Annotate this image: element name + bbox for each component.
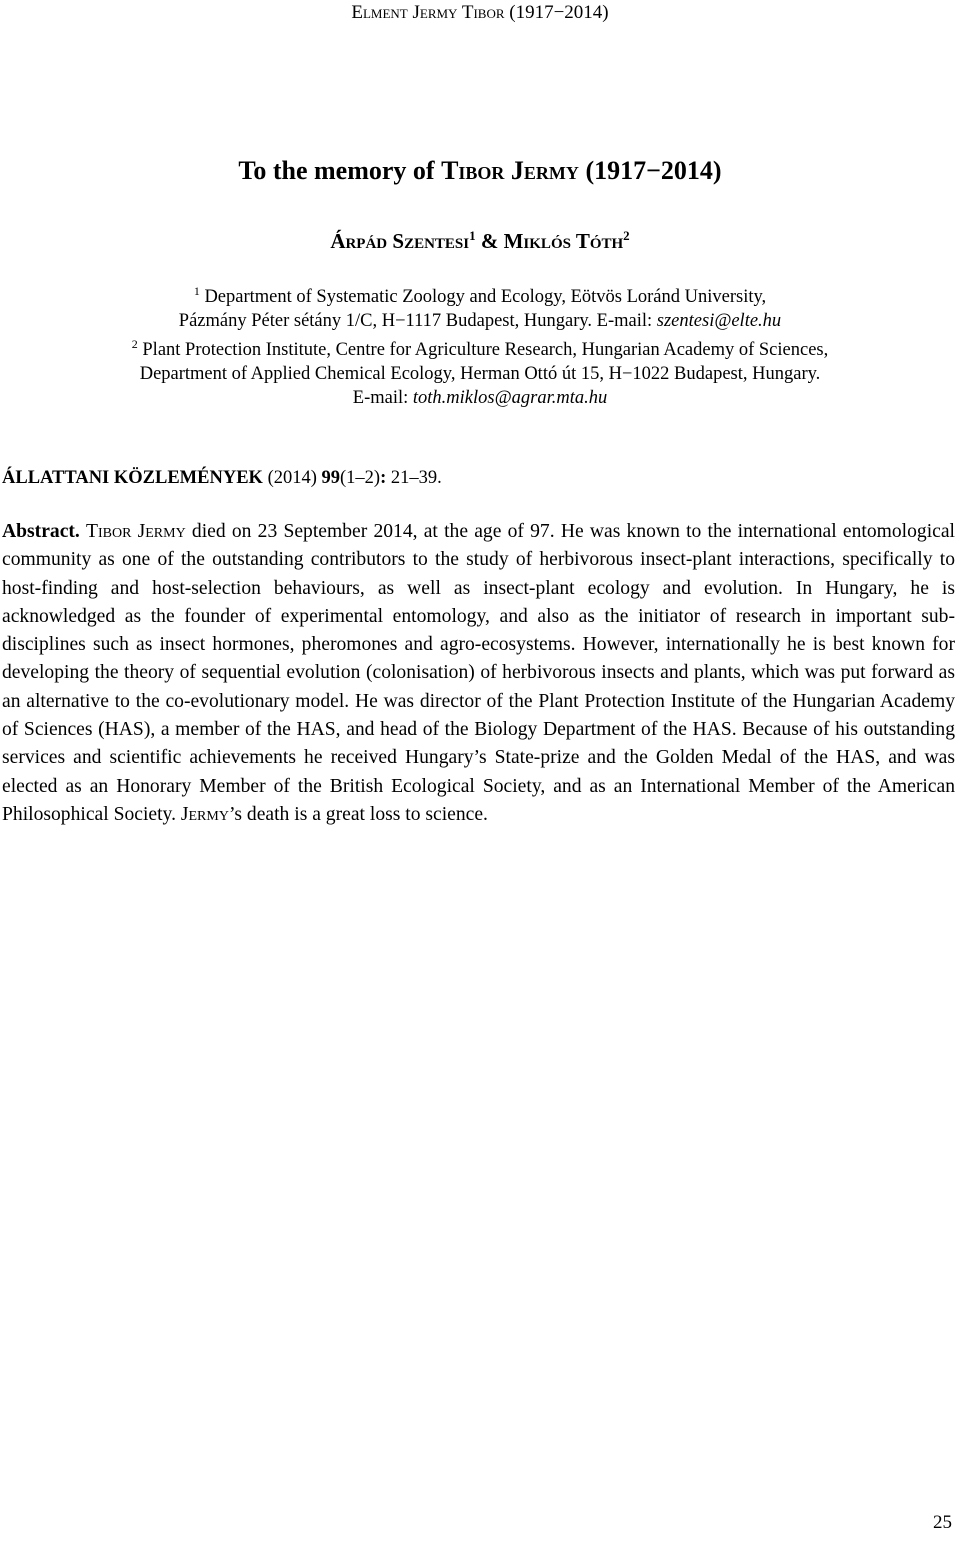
abstract-name-1: Tibor Jermy bbox=[86, 521, 186, 542]
author-separator: & bbox=[475, 229, 504, 253]
journal-name: ÁLLATTANI KÖZLEMÉNYEK bbox=[2, 468, 263, 488]
abstract-label: Abstract. bbox=[2, 521, 80, 542]
journal-citation bbox=[2, 466, 952, 490]
citation-volume: 99 bbox=[321, 468, 341, 488]
citation-colon: : bbox=[380, 468, 387, 488]
affiliation-1-line-1: $^1$ Department of Systematic Zoology and Ecology, Eötvös Loránd University, bbox=[193, 284, 767, 308]
title-name: Tibor Jermy bbox=[441, 156, 579, 185]
title-dates: (1917−2014) bbox=[578, 156, 722, 185]
page-number: 25 bbox=[933, 1512, 952, 1533]
article-title bbox=[0, 155, 960, 187]
affiliation-1-mark: 1 bbox=[193, 284, 200, 298]
abstract-text-2: ’s death is a great loss to science. bbox=[228, 803, 488, 825]
author-2-affiliation-mark: 2 bbox=[623, 228, 630, 243]
citation-year: (2014) bbox=[262, 468, 322, 488]
affiliation-2-line-3: E-mail: toth.miklos@agrar.mta.hu bbox=[352, 387, 608, 408]
citation-issue: (1–2) bbox=[340, 468, 381, 488]
affiliation-2-line-1: $^2$ Plant Protection Institute, Centre for Agriculture Research, Hungarian Academy of Sciences, bbox=[131, 337, 829, 361]
abstract-text-1: died on 23 September 2014, at the age of 97. He was known to the international entomological community as one of the outstanding contributors to the study of herbivorous insect-plant interactions, specifically to host-finding and host-selection behaviours, as well as insect-plant ecology and evolution. In Hungary, he is acknowledged as the founder of experimental entomology, and also as the initiator of research in important sub-disciplines such as insect hormones, pheromones and agro-ecosystems. However, internationally he is best known for developing the theory of sequential evolution (colonisation) of herbivorous insects and plants, which was put forward as an alternative to the co-evolutionary model. He was director of the Plant Protection Institute of the Hungarian Academy of Sciences (HAS), a member of the HAS, and head of the Biology Department of the HAS. Because of his outstanding services and scientific achievements he received Hungary’s State-prize and the Golden Medal of the HAS, and was elected as an Honorary Member of the British Ecological Society, and as an International Member of the American Philosophical Society. bbox=[2, 521, 955, 825]
author-1-affiliation-mark: 1 bbox=[469, 228, 476, 243]
affiliation-2-mark: 2 bbox=[131, 337, 138, 352]
abstract-name-2: Jermy bbox=[180, 803, 229, 825]
running-head-name: Elment Jermy Tibor bbox=[351, 2, 505, 23]
affiliations bbox=[20, 280, 940, 410]
running-head-dates: (1917−2014) bbox=[504, 2, 609, 23]
affiliation-2-line-2: Department of Applied Chemical Ecology, Herman Ottó út 15, H−1022 Budapest, Hungary. bbox=[139, 364, 821, 385]
author-1: Árpád Szentesi bbox=[330, 229, 470, 253]
citation-pages: 21–39. bbox=[386, 468, 442, 488]
email-link-szentesi[interactable]: szentesi@elte.hu bbox=[656, 310, 782, 331]
title-prefix: To the memory of bbox=[238, 156, 442, 185]
author-2: Miklós Tóth bbox=[503, 229, 624, 253]
abstract-paragraph bbox=[2, 518, 955, 829]
affiliation-1-line-2: Pázmány Péter sétány 1/C, H−1117 Budapest, Hungary. E-mail: szentesi@elte.hu bbox=[178, 310, 782, 331]
running-head bbox=[0, 2, 960, 24]
email-link-toth[interactable]: toth.miklos@agrar.mta.hu bbox=[412, 387, 608, 408]
author-line bbox=[0, 223, 960, 254]
